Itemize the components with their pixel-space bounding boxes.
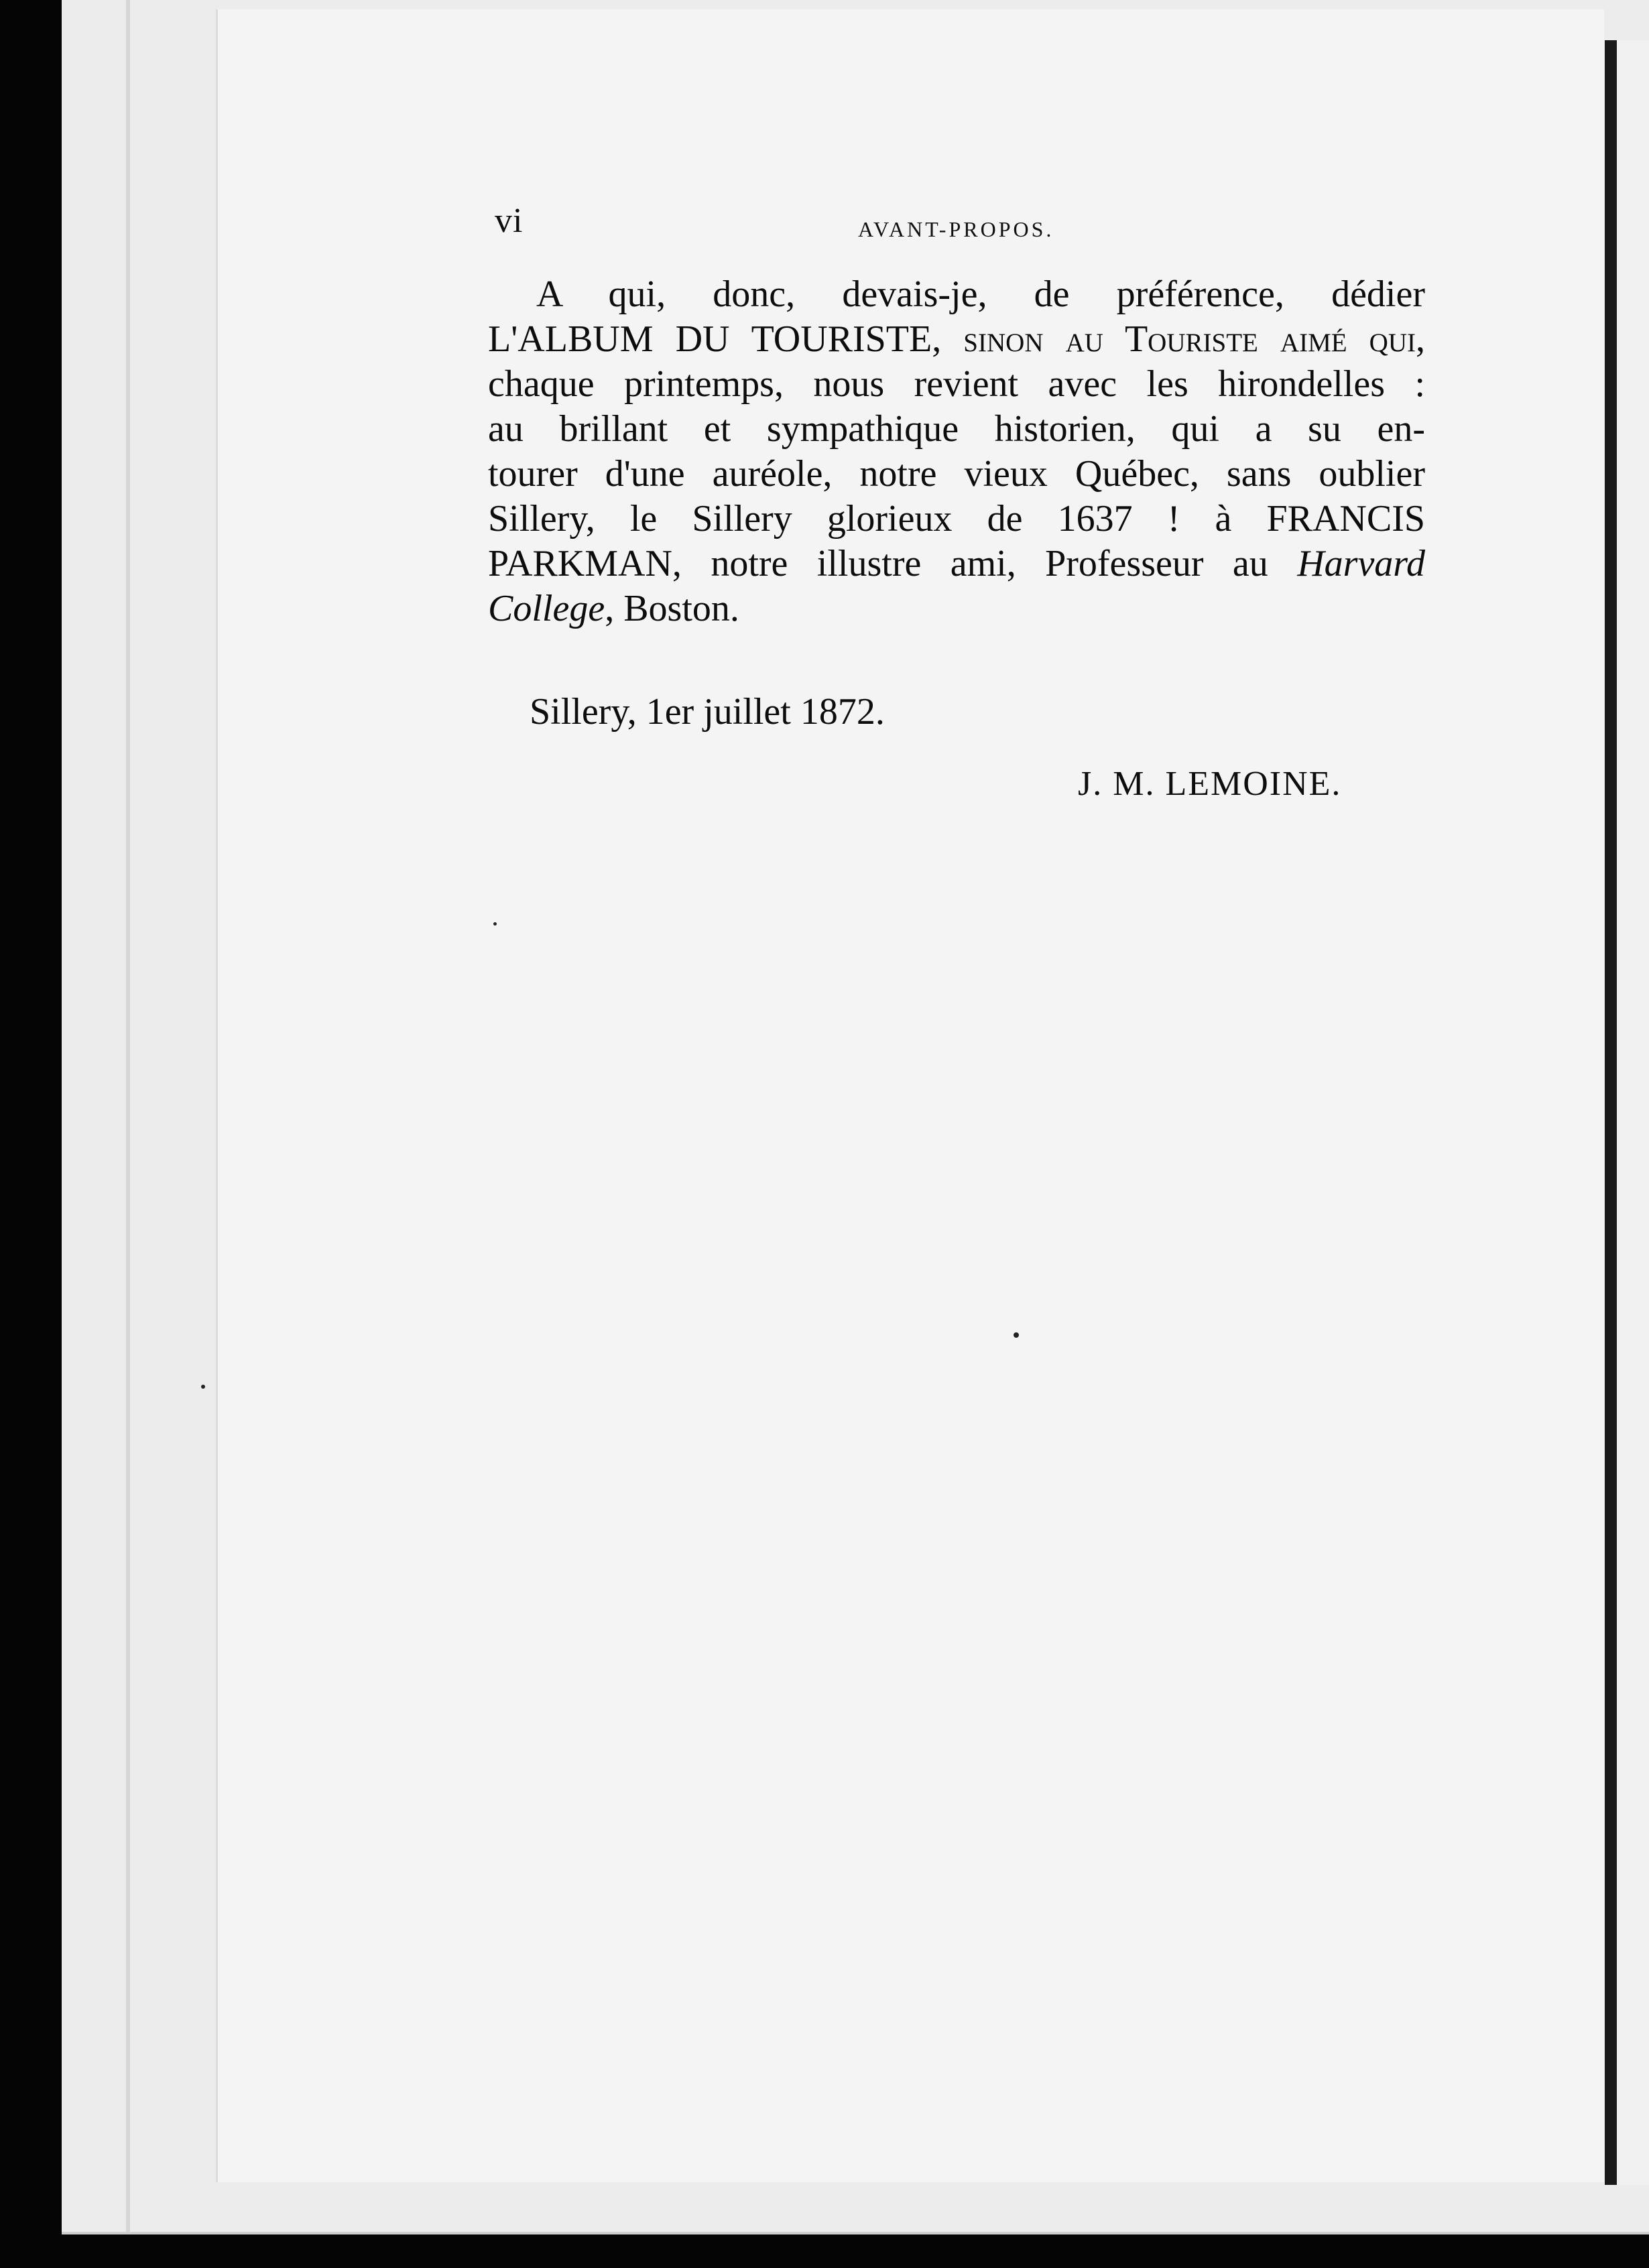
text-line: L'ALBUM DU TOURISTE, sinon au Touriste aimé qui, xyxy=(488,318,1425,360)
text-line: Sillery, le Sillery glorieux de 1637 ! à FRANCIS xyxy=(488,498,1425,540)
text-segment: , Boston. xyxy=(605,588,739,629)
text-line-with-italic xyxy=(488,542,1425,586)
text-line: A qui, donc, devais-je, de préférence, dédier xyxy=(536,273,1425,315)
text-segment: PARKMAN, notre illustre ami, Professeur au xyxy=(488,543,1268,584)
author-signature: J. M. LEMOINE. xyxy=(1078,765,1342,803)
italic-text: College xyxy=(488,588,605,629)
italic-text: Harvard xyxy=(1297,543,1426,584)
scan-speck xyxy=(1014,1332,1019,1338)
scan-speck xyxy=(201,1385,205,1389)
text-line: au brillant et sympathique historien, qui a su en- xyxy=(488,408,1425,450)
page-fold-line xyxy=(126,0,130,2232)
dedication-paragraph xyxy=(488,272,1425,631)
scan-speck xyxy=(493,922,497,926)
next-page-edge xyxy=(1617,40,1649,2185)
page-number: vi xyxy=(495,202,524,240)
text-line: tourer d'une auréole, notre vieux Québec, sans oublier xyxy=(488,453,1425,495)
text-line-last xyxy=(488,586,1425,631)
page-gutter-shadow xyxy=(1605,40,1617,2185)
text-line: chaque printemps, nous revient avec les hirondelles : xyxy=(488,363,1425,405)
running-head: AVANT-PROPOS. xyxy=(858,217,1054,241)
dateline: Sillery, 1er juillet 1872. xyxy=(530,691,885,733)
